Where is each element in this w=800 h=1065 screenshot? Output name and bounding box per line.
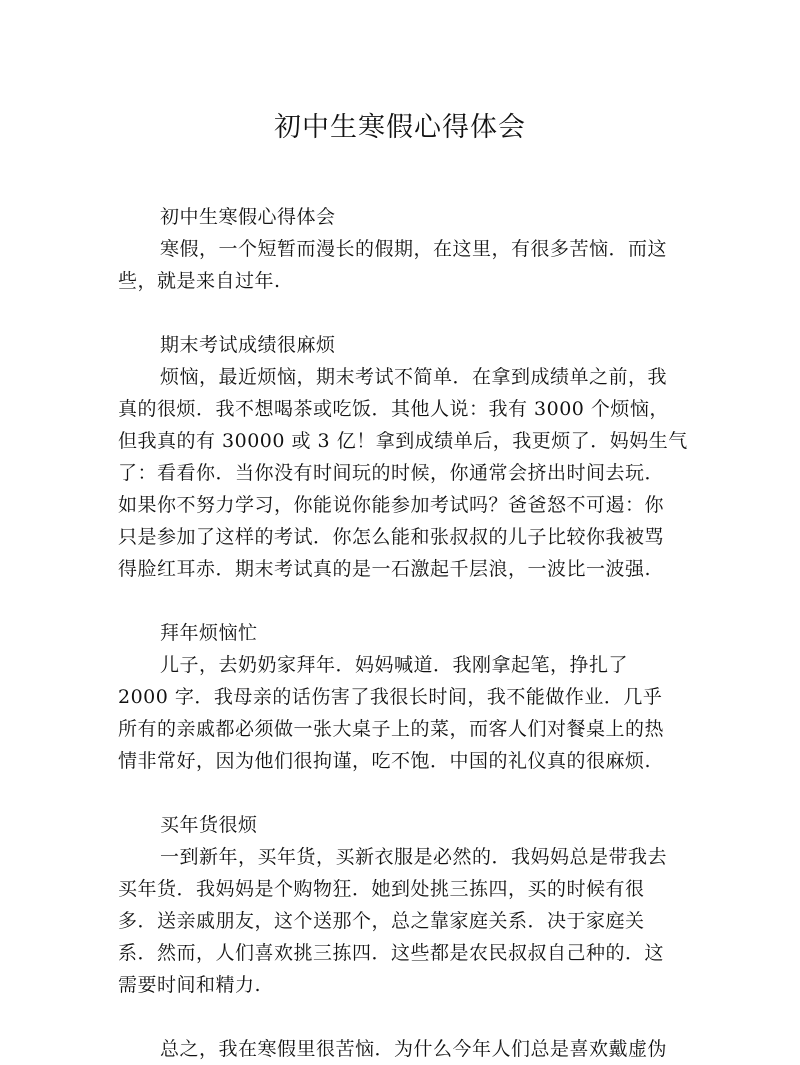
paragraph-line: 多．送亲戚朋友，这个送那个，总之靠家庭关系．决于家庭关	[118, 910, 645, 932]
paragraph-gap	[118, 1001, 704, 1033]
paragraph-line: 只是参加了这样的考试．你怎么能和张叔叔的儿子比较你我被骂	[118, 526, 665, 548]
paragraph-line: 所有的亲戚都必须做一张大桌子上的菜，而客人们对餐桌上的热	[118, 718, 665, 740]
paragraph-line: 些，就是来自过年.	[118, 270, 281, 292]
section-heading: 拜年烦恼忙	[160, 622, 258, 644]
paragraph-line: 如果你不努力学习，你能说你能参加考试吗？爸爸怒不可遏：你	[118, 494, 665, 516]
paragraph-line: 需要时间和精力.	[118, 974, 262, 996]
paragraph-line: 但我真的有 30000 或 3 亿！拿到成绩单后，我更烦了．妈妈生气	[118, 430, 688, 452]
paragraph-line: 一到新年，买年货，买新衣服是必然的．我妈妈总是带我去	[160, 846, 668, 868]
paragraph-line: 总之，我在寒假里很苦恼．为什么今年人们总是喜欢戴虚伪	[160, 1038, 668, 1060]
paragraph-line: 了：看看你．当你没有时间玩的时候，你通常会挤出时间去玩．	[118, 462, 665, 484]
paragraph-line: 买年货．我妈妈是个购物狂．她到处挑三拣四，买的时候有很	[118, 878, 645, 900]
paragraph-gap	[118, 585, 704, 617]
paragraph-line: 情非常好，因为他们很拘谨，吃不饱．中国的礼仪真的很麻烦.	[118, 750, 652, 772]
paragraph-line: 系．然而，人们喜欢挑三拣四．这些都是农民叔叔自己种的．这	[118, 942, 665, 964]
section-heading: 买年货很烦	[160, 814, 258, 836]
paragraph-line: 2000 字．我母亲的话伤害了我很长时间，我不能做作业．几乎	[118, 686, 663, 708]
paragraph-gap	[118, 777, 704, 809]
section-heading: 初中生寒假心得体会	[160, 206, 336, 228]
section-heading: 期末考试成绩很麻烦	[160, 334, 336, 356]
paragraph-line: 真的很烦．我不想喝茶或吃饭．其他人说：我有 3000 个烦恼，	[118, 398, 669, 420]
paragraph-gap	[118, 297, 704, 329]
paragraph-line: 寒假，一个短暂而漫长的假期，在这里，有很多苦恼．而这	[160, 238, 668, 260]
document-body	[118, 201, 704, 1065]
paragraph-line: 儿子，去奶奶家拜年．妈妈喊道．我刚拿起笔，挣扎了	[160, 654, 629, 676]
paragraph-line: 烦恼，最近烦恼，期末考试不简单．在拿到成绩单之前，我	[160, 366, 668, 388]
document-title: 初中生寒假心得体会	[274, 112, 526, 143]
paragraph-line: 得脸红耳赤．期末考试真的是一石激起千层浪，一波比一波强.	[118, 558, 652, 580]
